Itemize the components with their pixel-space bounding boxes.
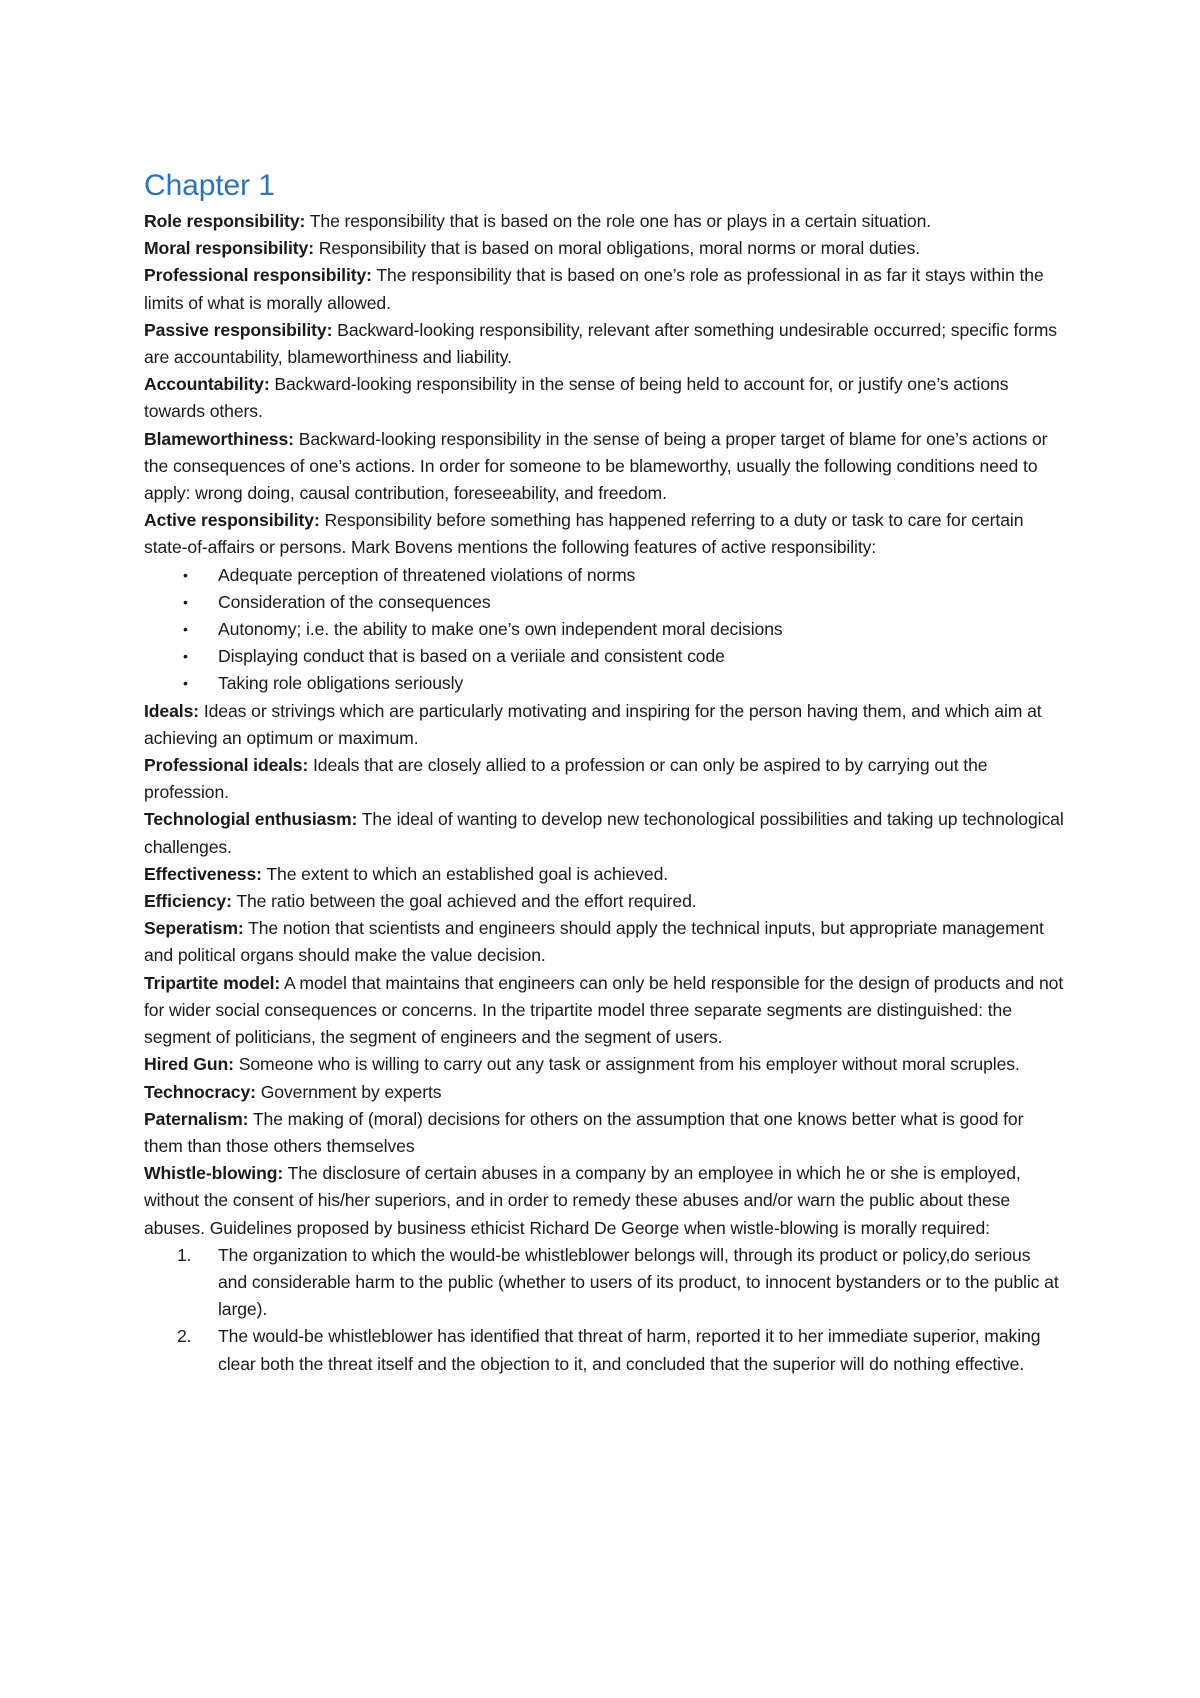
definition-paternalism xyxy=(144,1106,1064,1160)
list-item-text: Adequate perception of threatened violations of norms xyxy=(218,564,636,585)
definition-technological-enthusiasm xyxy=(144,806,1064,860)
definition-term: Ideals: xyxy=(144,700,200,721)
list-item-text: Taking role obligations seriously xyxy=(218,673,464,694)
definition-role-responsibility xyxy=(144,208,1064,235)
definition-term: Role responsibility: xyxy=(144,211,306,231)
definition-text: Ideas or strivings which are particularly motivating and inspiring for the person having them, and which aim at achieving an optimum or maximum. xyxy=(144,700,1042,748)
bullet-icon: • xyxy=(183,566,188,583)
definition-text: A model that maintains that engineers can only be held responsible for the design of products and not for wider social consequences or concerns. In the tripartite model three separate segments are distinguished: the segment of politicians, the segment of engineers and the segment of users. xyxy=(144,972,1064,1048)
definition-term: Seperatism: xyxy=(144,918,244,939)
definition-whistle-blowing xyxy=(144,1160,1064,1242)
list-item-text: The would-be whistleblower has identified that threat of harm, reported it to her immediate superior, making clear both the threat itself and the objection to it, and concluded that the superior will do nothing effective. xyxy=(218,1326,1041,1374)
definition-blameworthiness xyxy=(144,426,1064,508)
definition-text: The disclosure of certain abuses in a company by an employee in which he or she is employed, without the consent of his/her superiors, and in order to remedy these abuses and/or warn the public about these abuses. Guidelines proposed by business ethicist Richard De George when wistle-blowing is morally required: xyxy=(144,1163,1021,1238)
definition-professional-ideals xyxy=(144,752,1064,806)
definition-seperatism xyxy=(144,915,1064,969)
definition-text: The ratio between the goal achieved and the effort required. xyxy=(231,891,697,912)
definition-text: Responsibility that is based on moral obligations, moral norms or moral duties. xyxy=(313,238,921,259)
list-number: 2. xyxy=(177,1326,192,1347)
chapter-heading: Chapter 1 xyxy=(144,169,275,202)
de-george-guidelines-list xyxy=(144,1242,1064,1378)
list-item xyxy=(144,589,1064,616)
definition-tripartite-model xyxy=(144,970,1064,1052)
list-item xyxy=(144,1323,1064,1377)
list-item-text: Consideration of the consequences xyxy=(218,591,491,612)
definition-effectiveness xyxy=(144,861,1064,888)
definition-term: Hired Gun: xyxy=(144,1054,234,1075)
definition-term: Professional ideals: xyxy=(144,755,309,776)
list-item xyxy=(144,616,1064,643)
list-item xyxy=(144,562,1064,589)
definition-hired-gun xyxy=(144,1051,1064,1078)
definition-term: Technologial enthusiasm: xyxy=(144,809,358,830)
list-item xyxy=(144,670,1064,697)
definition-term: Passive responsibility: xyxy=(144,319,333,340)
definition-text: Someone who is willing to carry out any task or assignment from his employer without moral scruples. xyxy=(233,1054,1020,1075)
definition-term: Technocracy: xyxy=(144,1081,256,1102)
definition-accountability xyxy=(144,371,1064,425)
definition-moral-responsibility xyxy=(144,235,1064,262)
bullet-icon: • xyxy=(183,593,188,610)
definition-term: Active responsibility: xyxy=(144,510,320,531)
definition-term: Professional responsibility: xyxy=(144,265,372,286)
definition-professional-responsibility xyxy=(144,262,1064,316)
bovens-features-list xyxy=(144,562,1064,698)
definition-active-responsibility xyxy=(144,507,1064,561)
definition-efficiency xyxy=(144,888,1064,915)
definition-text: The responsibility that is based on one’s role as professional in as far it stays within the limits of what is morally allowed. xyxy=(144,265,1044,313)
definition-text: Responsibility before something has happened referring to a duty or task to care for certain state-of-affairs or persons. Mark Bovens mentions the following features of active responsibility: xyxy=(144,510,1024,558)
definition-term: Moral responsibility: xyxy=(144,238,314,259)
document-body xyxy=(144,166,1064,1378)
bullet-icon: • xyxy=(183,675,188,692)
definitions-part-2 xyxy=(144,698,1064,1242)
definition-text: Government by experts xyxy=(255,1081,442,1102)
definition-term: Effectiveness: xyxy=(144,863,262,884)
list-item xyxy=(144,1242,1064,1324)
definition-text: The extent to which an established goal is achieved. xyxy=(261,863,669,884)
definition-text: The making of (moral) decisions for others on the assumption that one knows better what is good for them than those others themselves xyxy=(144,1108,1024,1156)
list-item-text: Displaying conduct that is based on a veriiale and consistent code xyxy=(218,646,725,667)
definition-term: Whistle-blowing: xyxy=(144,1163,284,1184)
list-number: 1. xyxy=(177,1244,192,1265)
definition-passive-responsibility xyxy=(144,317,1064,371)
definition-text: The notion that scientists and engineers should apply the technical inputs, but appropriate management and political organs should make the value decision. xyxy=(144,918,1044,966)
definition-text: Backward-looking responsibility, relevant after something undesirable occurred; specific forms are accountability, blameworthiness and liability. xyxy=(144,319,1057,368)
definition-ideals xyxy=(144,698,1064,752)
definition-term: Accountability: xyxy=(144,374,270,395)
list-item-text: The organization to which the would-be whistleblower belongs will, through its product or policy,do serious and considerable harm to the public (whether to users of its product, to innocent bystanders or to the public at large). xyxy=(218,1244,1059,1320)
definitions-part-1 xyxy=(144,208,1064,562)
list-item xyxy=(144,643,1064,670)
bullet-icon: • xyxy=(183,621,188,638)
definition-text: Ideals that are closely allied to a profession or can only be aspired to by carrying out the profession. xyxy=(144,755,988,803)
definition-technocracy xyxy=(144,1079,1064,1106)
definition-text: The ideal of wanting to develop new techonological possibilities and taking up technological challenges. xyxy=(144,809,1064,857)
definition-term: Tripartite model: xyxy=(144,972,281,993)
bullet-icon: • xyxy=(183,648,188,665)
definition-text: The responsibility that is based on the role one has or plays in a certain situation. xyxy=(305,211,932,231)
definition-text: Backward-looking responsibility in the sense of being held to account for, or justify one’s actions towards others. xyxy=(144,374,1009,422)
definition-term: Efficiency: xyxy=(144,891,232,912)
definition-term: Blameworthiness: xyxy=(144,428,294,449)
definition-term: Paternalism: xyxy=(144,1108,249,1129)
definition-text: Backward-looking responsibility in the sense of being a proper target of blame for one’s actions or the consequences of one’s actions. In order for someone to be blameworthy, usually the following conditions need to apply: wrong doing, causal contribution, foreseeability, and freedom. xyxy=(144,428,1048,504)
list-item-text: Autonomy; i.e. the ability to make one’s own independent moral decisions xyxy=(218,619,783,640)
